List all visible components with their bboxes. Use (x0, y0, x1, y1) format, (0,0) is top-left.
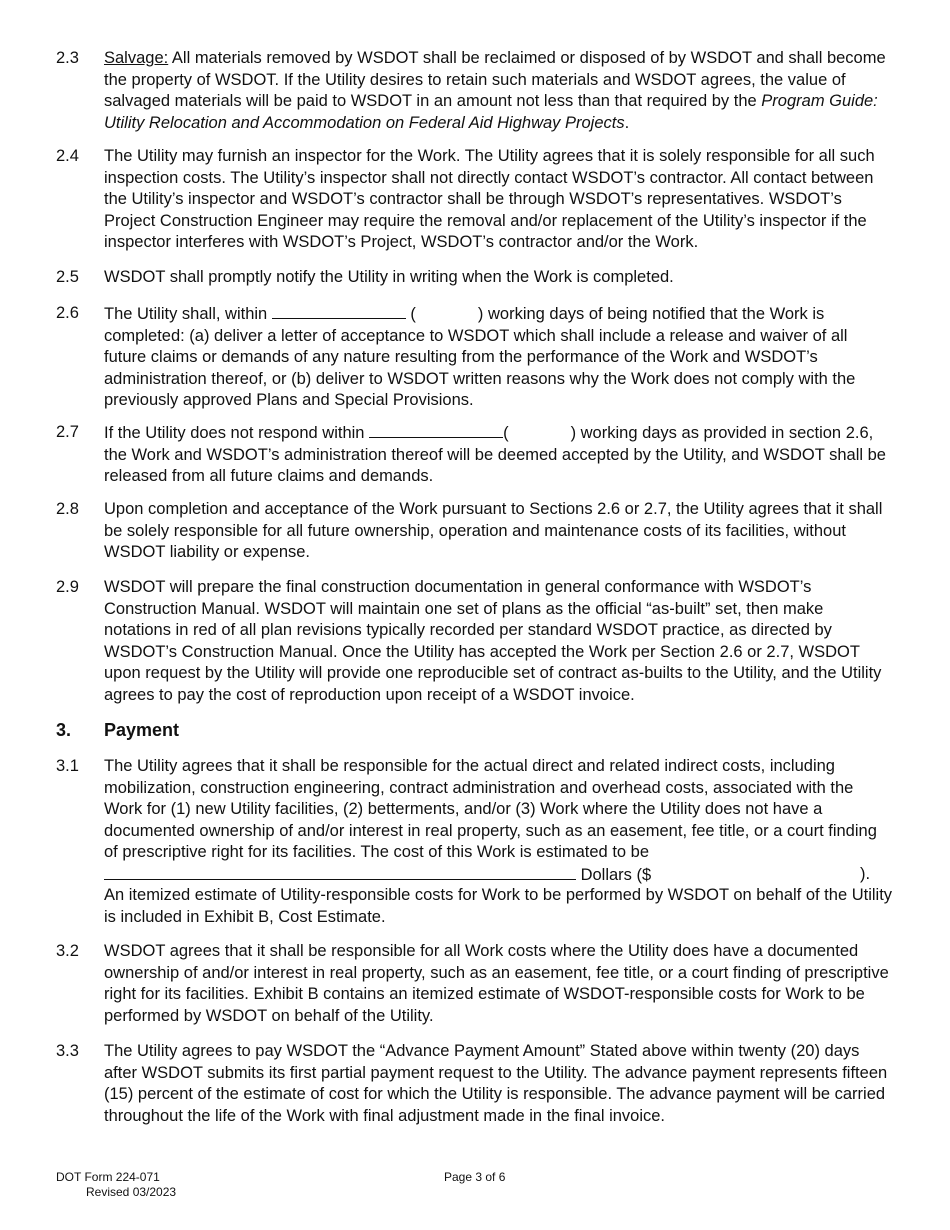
section-text (104, 48, 894, 134)
section-number: 2.8 (56, 500, 79, 518)
section-body: ) working days as provided in section 2.6, the Work and WSDOT’s administration thereof will be deemed accepted by the Utility, and WSDOT shall be released from all future claims and demands. (104, 424, 886, 485)
section-heading-payment (56, 720, 179, 742)
section-number: 2.6 (56, 304, 79, 322)
section-number: 2.5 (56, 268, 79, 286)
section-number: 2.4 (56, 147, 79, 165)
section-body-after: An itemized estimate of Utility-responsible costs for Work to be performed by WSDOT on behalf of the Utility is included in Exhibit B, Cost Estimate. (104, 886, 893, 926)
dollars-label: Dollars ($ (576, 865, 652, 884)
section-number: 2.9 (56, 578, 79, 596)
section-body: If the Utility does not respond within (104, 424, 370, 442)
form-number: DOT Form 224-071 (56, 1170, 160, 1184)
section-text (104, 756, 894, 928)
heading-title: Payment (104, 720, 180, 740)
paren-open: ( (503, 424, 509, 442)
section-text: The Utility agrees to pay WSDOT the “Advance Payment Amount” Stated above within twenty (20) days after WSDOT submits its first partial payment request to the Utility. The advance payment represents fifteen (15) percent of the estimate of cost for which the Utility is responsible. The advance payment will be carried throughout the life of the Work with final adjustment made in the final invoice. (104, 1042, 888, 1125)
revision-date: Revised 03/2023 (86, 1185, 177, 1199)
section-body: All materials removed by WSDOT shall be reclaimed or disposed of by WSDOT and shall become the property of WSDOT. If the Utility desires to retain such materials and WSDOT agrees, the value of salvaged materials will be paid to WSDOT in an amount not less than that required by the (104, 49, 886, 110)
salvage-label: Salvage: (104, 49, 169, 67)
footer-form-info (56, 1170, 176, 1200)
working-days-words-blank[interactable] (369, 422, 503, 438)
heading-number: 3. (56, 720, 72, 740)
page-number: Page 3 of 6 (444, 1170, 506, 1184)
section-number: 2.3 (56, 49, 79, 67)
working-days-words-blank[interactable] (272, 303, 406, 319)
paren-close: ). (860, 864, 871, 883)
section-number: 2.7 (56, 423, 79, 441)
section-text: WSDOT will prepare the final construction documentation in general conformance with WSDOT’s Construction Manual. WSDOT will maintain one set of plans as the official “as-built” set, then make notations in red of all plan revisions typically recorded per standard WSDOT practice, as directed by WSDOT’s Construction Manual. Once the Utility has accepted the Work per Section 2.6 or 2.7, WSDOT upon request by the Utility will provide one reproducible set of contract as-builts to the Utility, and the Utility agrees to pay the cost of reproduction upon receipt of a WSDOT invoice. (104, 578, 882, 704)
cost-words-blank[interactable] (104, 864, 576, 880)
section-text (104, 303, 894, 412)
section-body: The Utility agrees that it shall be responsible for the actual direct and related indirect costs, including mobilization, construction engineering, contract administration and overhead costs, associated with the Work for (1) new Utility facilities, (2) betterments, and/or (3) Work where the Utility does not have a documented ownership of and/or interest in real property, such as an easement, fee title, or a court finding of prescriptive right for its facilities. The cost of this Work is estimated to be (104, 757, 877, 861)
section-text: The Utility may furnish an inspector for the Work. The Utility agrees that it is solely responsible for all such inspection costs. The Utility’s inspector shall not directly contact WSDOT’s contractor. All contact between the Utility’s inspector and WSDOT’s contractor shall be through WSDOT’s representatives. WSDOT’s Project Construction Engineer may require the removal and/or replacement of the Utility’s inspector if the inspector interferes with WSDOT’s Project, WSDOT’s contractor and/or the Work. (104, 147, 875, 251)
section-body: ) working days of being notified that the Work is completed: (a) deliver a letter of acceptance to WSDOT which shall include a release and waiver of all future claims or demands of any nature resulting from the performance of the Work and WSDOT’s administration thereof, or (b) deliver to WSDOT written reasons why the Work does not comply with the previously approved Plans and Special Provisions. (104, 305, 856, 409)
section-text: WSDOT shall promptly notify the Utility in writing when the Work is completed. (104, 268, 674, 286)
cost-estimate-line (104, 864, 894, 886)
section-end: . (624, 113, 630, 132)
section-text: WSDOT agrees that it shall be responsible for all Work costs where the Utility does have a documented ownership of and/or interest in real property, such as an easement, fee title, or a court finding of prescriptive right for its facilities. Exhibit B contains an itemized estimate of WSDOT-responsible costs for Work to be performed by WSDOT on behalf of the Utility. (104, 942, 889, 1025)
program-guide-title: Program Guide: Utility Relocation and Accommodation on Federal Aid Highway Projects (104, 92, 878, 132)
section-number: 3.3 (56, 1042, 79, 1060)
section-text (104, 422, 894, 488)
section-number: 3.1 (56, 757, 79, 775)
section-body: The Utility shall, within (104, 305, 272, 323)
section-text: Upon completion and acceptance of the Work pursuant to Sections 2.6 or 2.7, the Utility agrees that it shall be solely responsible for all future ownership, operation and maintenance costs of its facilities, without WSDOT liability or expense. (104, 500, 883, 561)
section-number: 3.2 (56, 942, 79, 960)
paren-open: ( (410, 305, 416, 323)
